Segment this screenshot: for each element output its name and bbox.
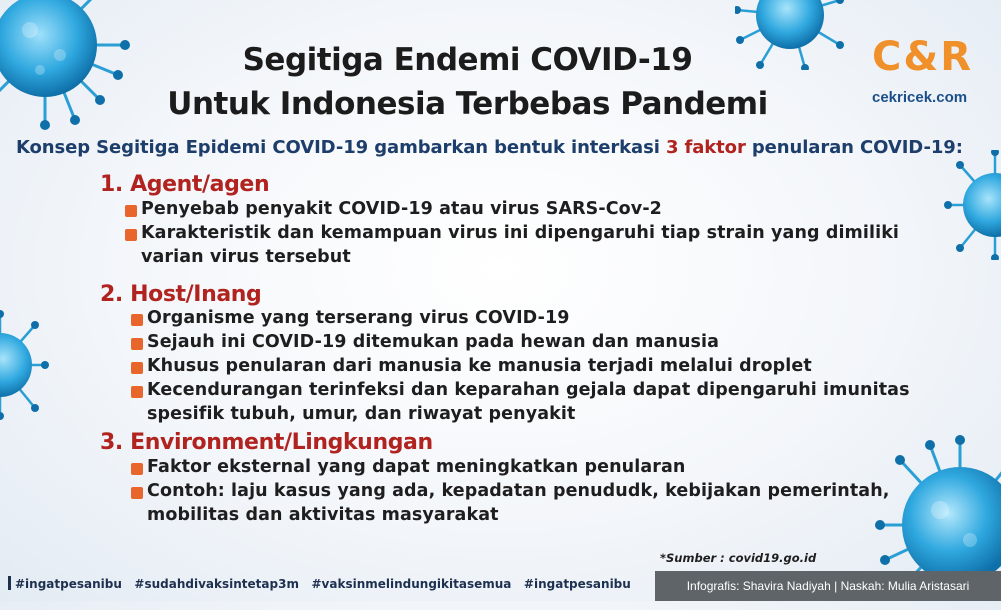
section-heading-agent: 1. Agent/agen [100,172,270,197]
list-item: Sejauh ini COVID-19 ditemukan pada hewan dan manusia [147,332,720,352]
section-heading-host: 2. Host/Inang [100,282,262,307]
bullet-icon [131,386,143,398]
logo-site-name: cekricek.com [872,89,968,106]
intro-highlight: 3 faktor [665,137,746,158]
bullet-icon [125,205,137,217]
intro-text [16,137,963,158]
bullet-icon [131,314,143,326]
bullet-icon [131,338,143,350]
hashtags: #ingatpesanibu #sudahdivaksintetap3m #vaksinmelindungikitasemua #ingatpesanibu [15,577,631,591]
hashtag-bar [8,576,631,591]
list-item: Faktor eksternal yang dapat meningkatkan penularan [147,457,686,477]
virus-illustration-left [0,310,50,420]
bullet-icon [131,487,143,499]
hashtag-divider [8,576,11,590]
source-note: *Sumber : covid19.go.id [660,551,817,565]
list-item-continuation: spesifik tubuh, umur, dan riwayat penyakit [147,404,576,424]
section-heading-environment: 3. Environment/Lingkungan [100,430,433,455]
list-item-continuation: varian virus tersebut [141,247,351,267]
bullet-icon [125,229,137,241]
intro-text-after: penularan COVID-19: [745,137,963,158]
list-item-continuation: mobilitas dan aktivitas masyarakat [147,505,499,525]
page-title-line-2: Untuk Indonesia Terbebas Pandemi [167,86,768,122]
virus-illustration-right [940,150,1001,260]
list-item: Organisme yang terserang virus COVID-19 [147,308,570,328]
bullet-icon [131,362,143,374]
credit-bar: Infografis: Shavira Nadiyah | Naskah: Mulia Aristasari [655,571,1001,601]
list-item: Khusus penularan dari manusia ke manusia terjadi melalui droplet [147,356,812,376]
list-item: Karakteristik dan kemampuan virus ini dipengaruhi tiap strain yang dimiliki [141,223,900,243]
bullet-icon [131,463,143,475]
intro-text-before: Konsep Segitiga Epidemi COVID-19 gambarkan bentuk interkasi [16,137,666,158]
page-title-line-1: Segitiga Endemi COVID-19 [242,42,693,78]
logo-letters: C&R [872,34,974,80]
list-item: Kecendurangan terinfeksi dan keparahan gejala dapat dipengaruhi imunitas [147,380,910,400]
list-item: Penyebab penyakit COVID-19 atau virus SARS-Cov-2 [141,199,662,219]
cekricek-logo [872,34,997,114]
list-item: Contoh: laju kasus yang ada, kepadatan penududk, kebijakan pemerintah, [147,481,890,501]
